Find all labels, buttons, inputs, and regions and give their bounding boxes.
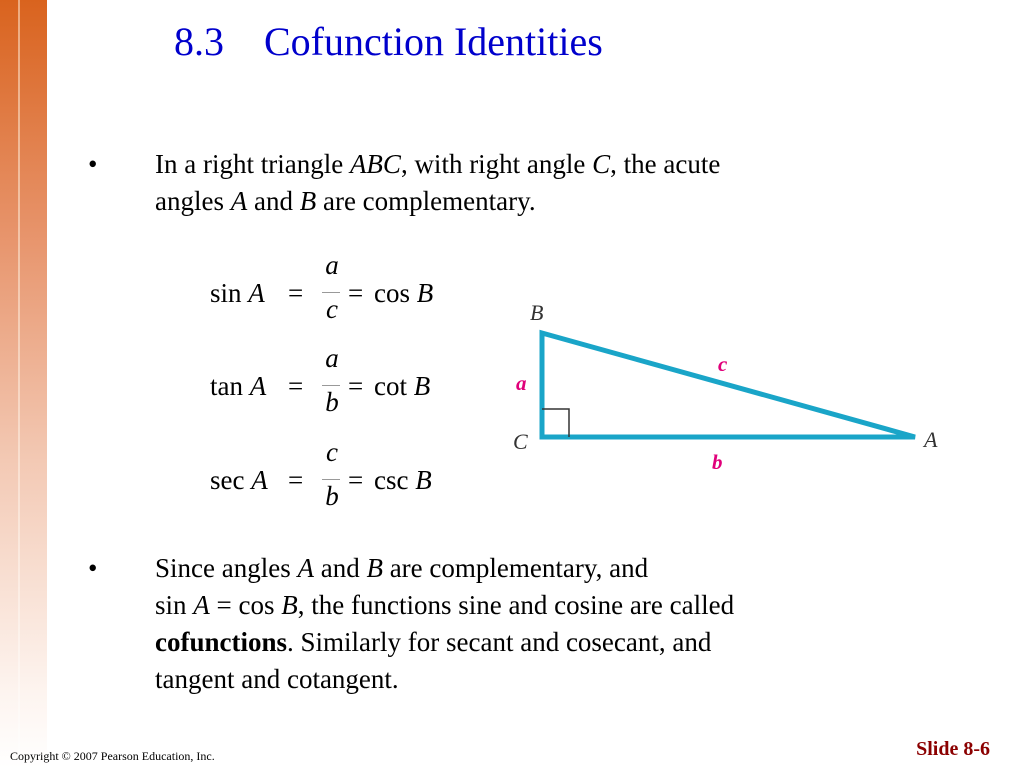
bullet-1 <box>88 146 908 226</box>
formula-lhs: tan A <box>210 371 267 401</box>
equals-sign: = <box>288 278 304 308</box>
bullet-line <box>155 550 895 587</box>
vertex-label-B: B <box>530 300 544 325</box>
equals-sign: = <box>348 465 364 495</box>
text-run: . Similarly for secant and cosecant, and <box>287 627 712 657</box>
numerator: c <box>326 437 338 467</box>
bullet-1-text <box>155 146 895 220</box>
bullet-line <box>155 624 895 661</box>
text-run: = cos <box>209 590 282 620</box>
math-variable: B <box>299 186 317 216</box>
bullet-line <box>155 183 895 220</box>
section-number: 8.3 <box>174 19 224 64</box>
title-text: Cofunction Identities <box>264 19 603 64</box>
text-run: , the acute <box>610 149 721 179</box>
slide-title <box>174 18 603 65</box>
emphasis-term: cofunctions <box>155 627 288 657</box>
formula-rhs: cot B <box>374 371 431 401</box>
equals-sign: = <box>348 371 364 401</box>
bullet-2-text <box>155 550 895 698</box>
formula-sin <box>210 250 470 340</box>
math-variable: B <box>281 590 298 620</box>
sidebar-edge <box>18 0 20 768</box>
equals-sign: = <box>288 371 304 401</box>
right-triangle-diagram <box>500 295 960 485</box>
text-run: In a right triangle <box>155 149 350 179</box>
formula-rhs: csc B <box>374 465 432 495</box>
text-run: and <box>313 553 367 583</box>
sidebar-accent <box>0 0 47 768</box>
right-angle-marker <box>542 409 569 437</box>
text-run: sin <box>155 590 194 620</box>
side-label-a: a <box>516 371 527 395</box>
equals-sign: = <box>288 465 304 495</box>
math-variable: C <box>592 149 611 179</box>
bullet-line <box>155 587 895 624</box>
math-variable: B <box>366 553 383 583</box>
text-run: , the functions sine and cosine are called <box>297 590 735 620</box>
bullet-marker: • <box>88 149 98 179</box>
bullet-line <box>155 661 895 698</box>
side-label-b: b <box>712 450 723 474</box>
vertex-label-C: C <box>513 429 528 454</box>
bullet-2 <box>88 550 908 710</box>
formula-lhs: sin A <box>210 278 265 308</box>
formula-rhs: cos B <box>374 278 434 308</box>
math-variable: A <box>193 590 210 620</box>
numerator: a <box>325 250 339 280</box>
text-run: tangent and cotangent. <box>155 664 399 694</box>
side-label-c: c <box>718 352 728 376</box>
fraction-bar <box>322 292 340 293</box>
bullet-line <box>155 146 895 183</box>
fraction-bar <box>322 385 340 386</box>
denominator: b <box>325 387 339 417</box>
triangle-outline <box>542 333 915 437</box>
text-run: , with right angle <box>400 149 593 179</box>
formula-tan <box>210 343 470 433</box>
numerator: a <box>325 343 339 373</box>
fraction-bar <box>322 479 340 480</box>
text-run: are complementary. <box>316 186 536 216</box>
text-run: Since angles <box>155 553 298 583</box>
math-variable: ABC <box>349 149 401 179</box>
math-variable: A <box>230 186 248 216</box>
math-variable: A <box>297 553 314 583</box>
vertex-label-A: A <box>924 427 938 452</box>
bullet-marker: • <box>88 553 98 583</box>
text-run: and <box>247 186 300 216</box>
equals-sign: = <box>348 278 364 308</box>
formula-sec <box>210 437 470 527</box>
denominator: b <box>325 481 339 511</box>
slide-number: Slide 8-6 <box>916 738 990 760</box>
copyright-notice: Copyright © 2007 Pearson Education, Inc. <box>10 749 215 763</box>
text-run: angles <box>155 186 231 216</box>
text-run: are complementary, and <box>382 553 649 583</box>
denominator: c <box>326 294 338 324</box>
formula-lhs: sec A <box>210 465 268 495</box>
